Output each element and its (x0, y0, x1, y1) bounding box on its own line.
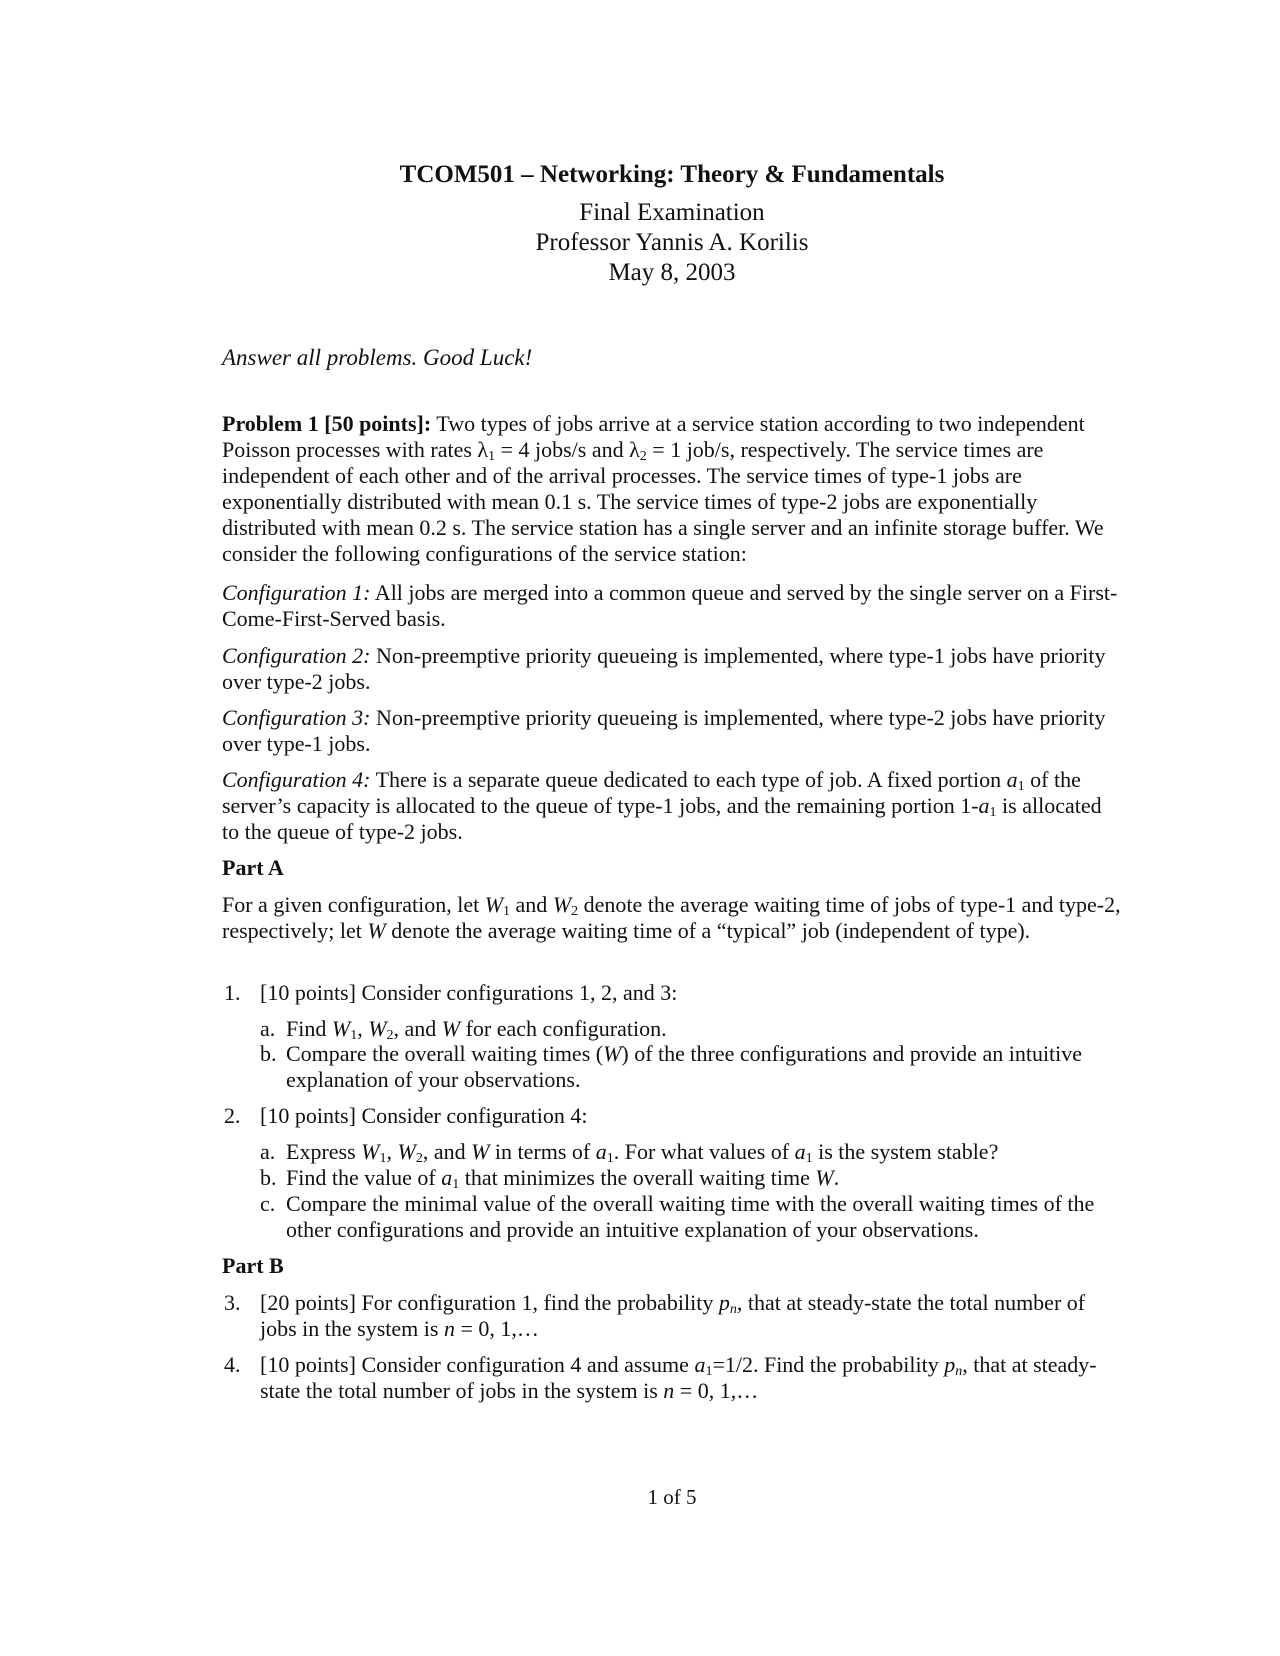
question-1: 1. [10 points] Consider configurations 1, 2, and 3: (224, 980, 678, 1005)
question-3: 3. [20 points] For configuration 1, find the probability $p_n$, that at steady-state the total number of jobs in the system is n = 0, 1,… (224, 1290, 1086, 1341)
problem-1-intro: Problem 1 [50 points]: Two types of jobs arrive at a service station according to two independent Poisson processes with rates $\lambda_1 = 4$ jobs/s and $\lambda_2 = 1$ job/s, respectively. The service times are independent of each other and of the arrival processes. The service times of type-1 jobs are exponentially distributed with mean 0.1 s. The service times of type-2 jobs are exponentially distributed with mean 0.2 s. The service station has a single server and an infinite storage buffer. We consider the following configurations of the service station: (222, 411, 1104, 566)
exam-name: Final Examination (579, 199, 765, 226)
question-2c: c. Compare the minimal value of the overall waiting time with the overall waiting times of the other configurations and provide an intuitive explanation of your observations. (260, 1191, 1095, 1242)
question-1b: b. Compare the overall waiting times (W) of the three configurations and provide an intuitive explanation of your observations. (260, 1041, 1083, 1092)
exam-date: May 8, 2003 (608, 259, 736, 286)
page-title: TCOM501 – Networking: Theory & Fundamentals (399, 161, 945, 188)
configuration-2: Configuration 2: Non-preemptive priority queueing is implemented, where type-1 jobs have priority over type-2 jobs. (222, 643, 1106, 694)
question-4: 4. [10 points] Consider configuration 4 and assume $a_1=1/2$. Find the probability $p_n$, that at steady-state the total number of jobs in the system is n = 0, 1,… (224, 1352, 1097, 1403)
instructions: Answer all problems. Good Luck! (222, 345, 533, 370)
question-2b: b. Find the value of $a_1$ that minimizes the overall waiting time W. (260, 1165, 840, 1192)
part-a-heading: Part A (222, 855, 284, 880)
configuration-4: Configuration 4: There is a separate queue dedicated to each type of job. A fixed portion $a_1$ of the server’s capacity is allocated to the queue of type-1 jobs, and the remaining portion $1-a_1$ is allocated to the queue of type-2 jobs. (222, 767, 1102, 844)
configuration-1: Configuration 1: All jobs are merged into a common queue and served by the single server on a First-Come-First-Served basis. (222, 580, 1118, 631)
part-b-heading: Part B (222, 1253, 284, 1278)
question-2: 2. [10 points] Consider configuration 4: (224, 1103, 588, 1128)
part-a-intro: For a given configuration, let $W_1$ and $W_2$ denote the average waiting time of jobs of type-1 and type-2, respectively; let W denote the average waiting time of a “typical” job (independent of type). (222, 892, 1121, 943)
question-1a: a. Find $W_1$, $W_2$, and W for each configuration. (260, 1016, 667, 1043)
problem-1-label: Problem 1 [50 points]: (222, 411, 432, 436)
configuration-3: Configuration 3: Non-preemptive priority queueing is implemented, where type-2 jobs have priority over type-1 jobs. (222, 705, 1106, 756)
professor-name: Professor Yannis A. Korilis (535, 229, 809, 256)
question-2a: a. Express $W_1$, $W_2$, and W in terms of $a_1$. For what values of $a_1$ is the system stable? (260, 1139, 999, 1166)
page-number: 1 of 5 (647, 1485, 697, 1509)
